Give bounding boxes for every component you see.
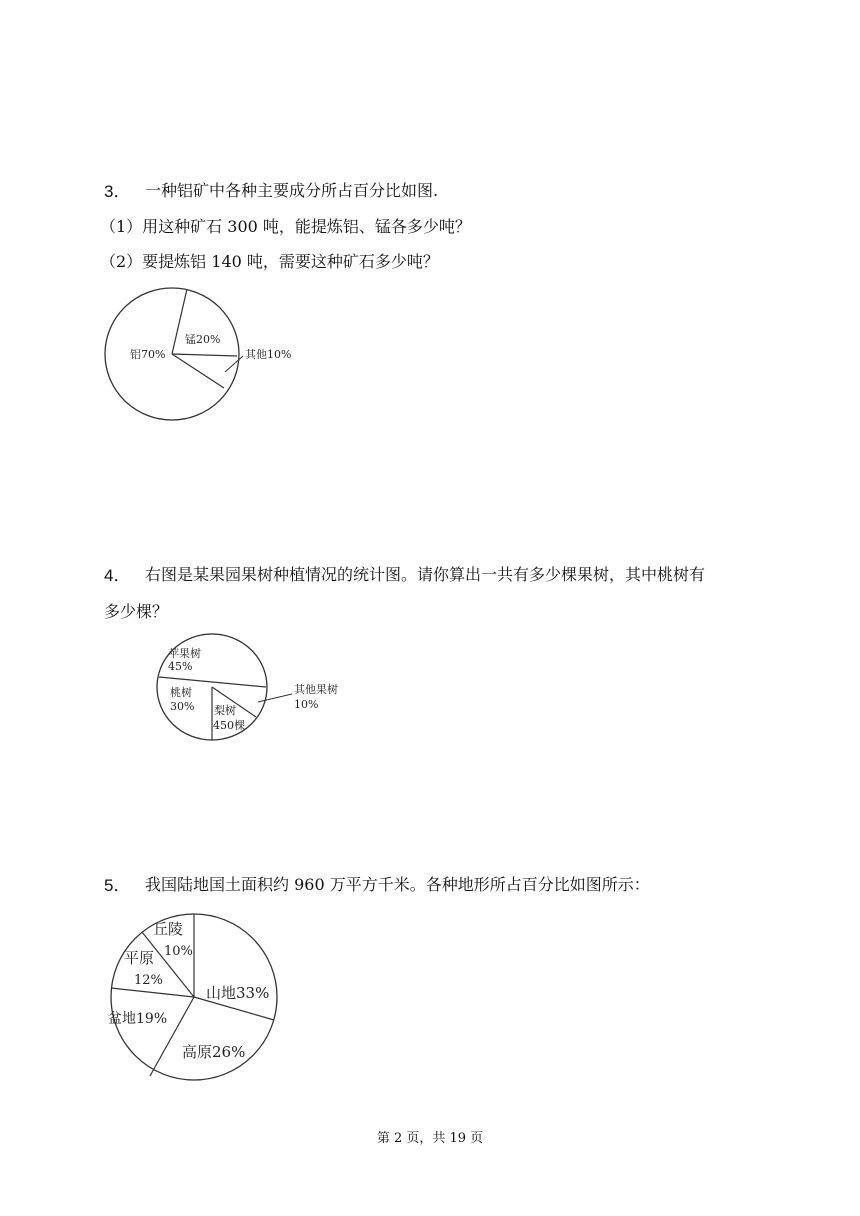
q5-label-basin: 盆地19% xyxy=(108,1011,168,1027)
q5-label-mountain: 山地33% xyxy=(206,984,270,1002)
q5-slice-divider-4 xyxy=(111,988,194,997)
q4-pie-chart xyxy=(150,632,360,746)
page-footer: 第 2 页，共 19 页 xyxy=(376,1131,484,1146)
q4-label-other: 其他果树 xyxy=(294,683,338,696)
q4-label-pear-count: 450棵 xyxy=(213,719,245,732)
q3-stem: 一种铝矿中各种主要成分所占百分比如图. xyxy=(145,181,439,200)
q4-label-apple: 苹果树 xyxy=(168,647,201,660)
q3-part-1: （1）用这种矿石 300 吨，能提炼铝、锰各多少吨？ xyxy=(100,217,471,236)
q4-leader-line xyxy=(258,694,292,702)
q5-slice-divider-3 xyxy=(150,997,194,1076)
q3-slice-divider-3 xyxy=(172,354,224,388)
q4-label-peach: 桃树 xyxy=(170,686,192,699)
q4-stem-line-2: 多少棵？ xyxy=(104,602,169,621)
q5-label-plain-pct: 12% xyxy=(134,973,163,988)
q3-label-other: 其他10% xyxy=(245,348,292,361)
q4-label-other-pct: 10% xyxy=(294,698,319,711)
q5-label-hills-pct: 10% xyxy=(164,944,193,959)
q5-number: 5． xyxy=(104,876,131,895)
q5-stem: 我国陆地国土面积约 960 万平方千米。各种地形所占百分比如图所示： xyxy=(145,875,650,894)
q4-label-peach-pct: 30% xyxy=(170,700,195,713)
q3-number: 3． xyxy=(104,182,131,201)
q3-label-manganese: 锰20% xyxy=(185,333,221,346)
q5-pie-chart xyxy=(102,908,282,1086)
q3-label-aluminium: 铝70% xyxy=(130,348,166,361)
q5-label-plain: 平原 xyxy=(124,949,155,967)
q4-label-pear: 梨树 xyxy=(214,704,236,717)
q5-label-hills: 丘陵 xyxy=(153,920,184,938)
q5-label-plateau: 高原26% xyxy=(182,1043,246,1061)
q4-stem-line-1: 右图是某果园果树种植情况的统计图。请你算出一共有多少棵果树，其中桃树有 xyxy=(145,565,706,584)
q3-pie-chart xyxy=(100,284,340,424)
q3-slice-divider-2 xyxy=(172,354,237,356)
q3-part-2: （2）要提炼铝 140 吨，需要这种矿石多少吨？ xyxy=(100,252,439,271)
q4-number: 4． xyxy=(104,566,131,585)
q3-leader-line xyxy=(225,356,243,372)
q4-label-apple-pct: 45% xyxy=(168,660,193,673)
